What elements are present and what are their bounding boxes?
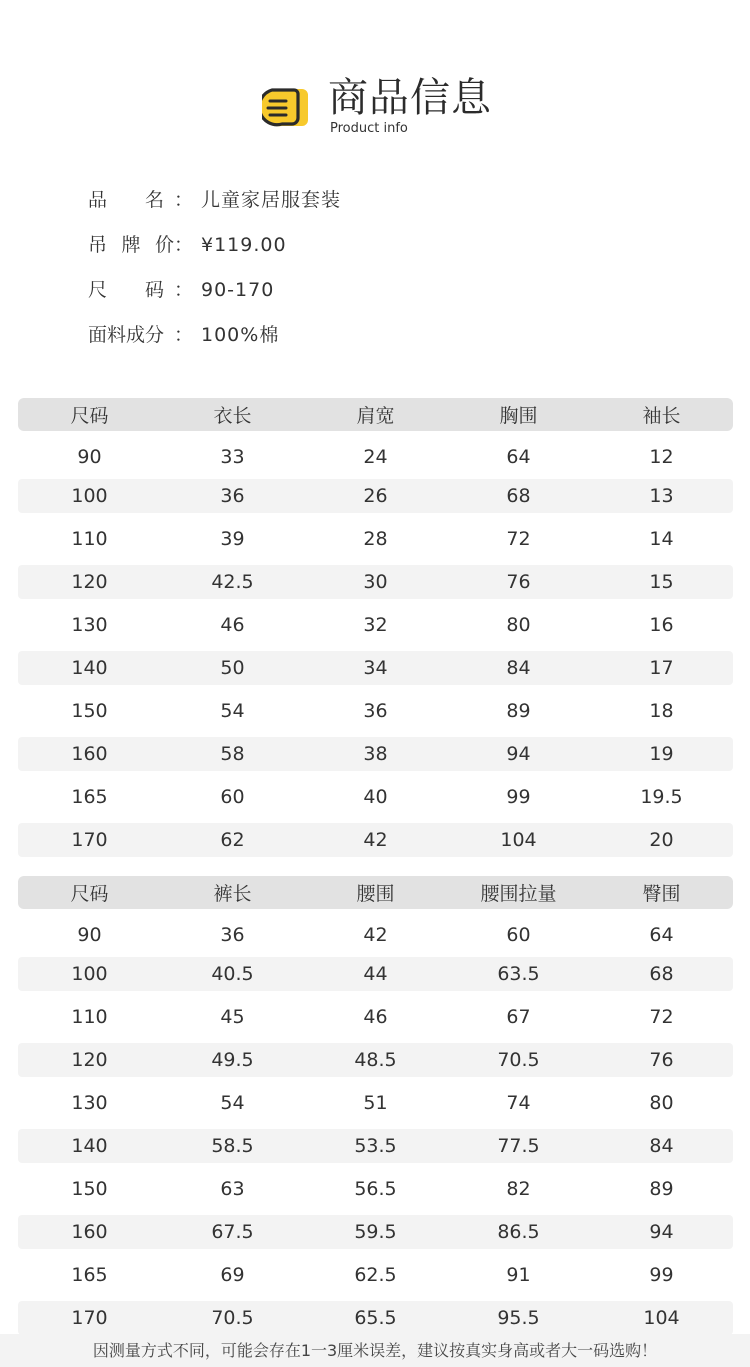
table-cell: 63 bbox=[220, 1178, 245, 1200]
table-row bbox=[18, 685, 733, 737]
table-cell: 72 bbox=[649, 1006, 674, 1028]
table-cell: 40 bbox=[363, 786, 388, 808]
table-row bbox=[18, 479, 733, 513]
column-header: 裤长 bbox=[213, 883, 252, 905]
table-cell: 36 bbox=[220, 923, 245, 946]
table-row bbox=[18, 1301, 733, 1335]
table-row bbox=[18, 1163, 733, 1215]
table-cell: 70.5 bbox=[211, 1307, 254, 1329]
bottom-size-table bbox=[18, 876, 733, 1335]
table-cell: 99 bbox=[506, 786, 531, 808]
table-cell: 51 bbox=[363, 1092, 388, 1114]
table-cell: 17 bbox=[649, 657, 674, 679]
info-value: 儿童家居服套装 bbox=[201, 189, 342, 211]
column-header: 尺码 bbox=[70, 405, 109, 427]
info-colon: ： bbox=[174, 324, 194, 346]
table-cell: 89 bbox=[506, 700, 531, 722]
table-cell: 64 bbox=[506, 445, 531, 468]
table-row bbox=[18, 1129, 733, 1163]
table-cell: 72 bbox=[506, 528, 531, 550]
table-cell: 12 bbox=[649, 445, 674, 468]
table-cell: 86.5 bbox=[497, 1221, 540, 1243]
table-cell: 110 bbox=[71, 528, 108, 550]
table-cell: 130 bbox=[71, 614, 108, 636]
column-header: 肩宽 bbox=[356, 405, 395, 427]
table-row bbox=[18, 431, 733, 479]
table-cell: 28 bbox=[363, 528, 388, 550]
table-cell: 62.5 bbox=[354, 1264, 397, 1286]
table-row bbox=[18, 565, 733, 599]
column-header: 腰围 bbox=[356, 883, 395, 905]
info-label: 尺 码 bbox=[88, 279, 164, 301]
table-cell: 65.5 bbox=[354, 1307, 397, 1329]
column-header: 尺码 bbox=[70, 883, 109, 905]
table-cell: 36 bbox=[220, 485, 245, 507]
table-cell: 104 bbox=[643, 1307, 680, 1329]
table-row bbox=[18, 957, 733, 991]
table-cell: 170 bbox=[71, 829, 108, 851]
table-cell: 77.5 bbox=[497, 1135, 540, 1157]
table-cell: 24 bbox=[363, 445, 388, 468]
table-row bbox=[18, 771, 733, 823]
info-colon: ： bbox=[174, 234, 194, 256]
table-cell: 80 bbox=[649, 1092, 674, 1114]
table-row bbox=[18, 651, 733, 685]
table-cell: 46 bbox=[220, 614, 245, 636]
table-cell: 94 bbox=[506, 743, 531, 765]
table-cell: 20 bbox=[649, 829, 674, 851]
table-cell: 59.5 bbox=[354, 1221, 397, 1243]
table-cell: 62 bbox=[220, 829, 245, 851]
column-header: 衣长 bbox=[213, 405, 252, 427]
table-cell: 160 bbox=[71, 743, 108, 765]
table-cell: 67.5 bbox=[211, 1221, 254, 1243]
table-cell: 30 bbox=[363, 571, 388, 593]
table-cell: 165 bbox=[71, 786, 108, 808]
table-cell: 42 bbox=[363, 829, 388, 851]
table-cell: 67 bbox=[506, 1006, 531, 1028]
table-cell: 14 bbox=[649, 528, 674, 550]
table-row bbox=[18, 991, 733, 1043]
table-cell: 60 bbox=[220, 786, 245, 808]
info-value: 90-170 bbox=[201, 279, 275, 301]
page-subtitle: Product info bbox=[330, 121, 408, 136]
info-colon: ： bbox=[174, 189, 194, 211]
table-cell: 74 bbox=[506, 1092, 531, 1114]
table-cell: 44 bbox=[363, 963, 388, 985]
table-cell: 63.5 bbox=[497, 963, 540, 985]
column-header: 臀围 bbox=[642, 883, 681, 905]
table-cell: 94 bbox=[649, 1221, 674, 1243]
table-cell: 64 bbox=[649, 923, 674, 946]
table-header-row bbox=[18, 876, 733, 909]
table-cell: 32 bbox=[363, 614, 388, 636]
table-cell: 58.5 bbox=[211, 1135, 254, 1157]
table-cell: 42 bbox=[363, 923, 388, 946]
table-cell: 16 bbox=[649, 614, 674, 636]
table-cell: 76 bbox=[506, 571, 531, 593]
table-cell: 120 bbox=[71, 571, 108, 593]
table-cell: 160 bbox=[71, 1221, 108, 1243]
table-cell: 150 bbox=[71, 700, 108, 722]
table-row bbox=[18, 513, 733, 565]
table-cell: 84 bbox=[506, 657, 531, 679]
table-cell: 15 bbox=[649, 571, 674, 593]
info-label: 面 料 成 分 bbox=[88, 324, 165, 346]
table-cell: 48.5 bbox=[354, 1049, 397, 1071]
table-cell: 60 bbox=[506, 923, 531, 946]
table-cell: 99 bbox=[649, 1264, 674, 1286]
table-cell: 19.5 bbox=[640, 786, 683, 808]
table-cell: 165 bbox=[71, 1264, 108, 1286]
column-header: 腰围拉量 bbox=[480, 883, 557, 905]
table-cell: 76 bbox=[649, 1049, 674, 1071]
info-colon: ： bbox=[174, 279, 194, 301]
table-cell: 18 bbox=[649, 700, 674, 722]
table-cell: 54 bbox=[220, 700, 245, 722]
table-cell: 95.5 bbox=[497, 1307, 540, 1329]
page-title: 商品信息 bbox=[328, 75, 492, 121]
table-cell: 69 bbox=[220, 1264, 245, 1286]
section-header bbox=[262, 74, 502, 140]
table-cell: 90 bbox=[77, 445, 102, 468]
table-cell: 70.5 bbox=[497, 1049, 540, 1071]
table-cell: 130 bbox=[71, 1092, 108, 1114]
table-cell: 54 bbox=[220, 1092, 245, 1114]
table-cell: 91 bbox=[506, 1264, 531, 1286]
table-row bbox=[18, 909, 733, 957]
info-value: ¥119.00 bbox=[201, 234, 287, 256]
table-cell: 104 bbox=[500, 829, 537, 851]
table-cell: 36 bbox=[363, 700, 388, 722]
info-value: 100%棉 bbox=[201, 324, 280, 346]
table-cell: 42.5 bbox=[211, 571, 254, 593]
table-cell: 90 bbox=[77, 923, 102, 946]
table-cell: 80 bbox=[506, 614, 531, 636]
table-row bbox=[18, 823, 733, 857]
table-row bbox=[18, 1077, 733, 1129]
table-cell: 45 bbox=[220, 1006, 245, 1028]
table-row bbox=[18, 1043, 733, 1077]
table-cell: 120 bbox=[71, 1049, 108, 1071]
document-list-icon bbox=[262, 84, 312, 130]
table-cell: 82 bbox=[506, 1178, 531, 1200]
table-row bbox=[18, 1249, 733, 1301]
table-cell: 68 bbox=[506, 485, 531, 507]
table-cell: 39 bbox=[220, 528, 245, 550]
table-row bbox=[18, 1215, 733, 1249]
table-cell: 50 bbox=[220, 657, 245, 679]
table-cell: 170 bbox=[71, 1307, 108, 1329]
table-cell: 46 bbox=[363, 1006, 388, 1028]
info-label: 吊 牌 价 bbox=[88, 234, 174, 256]
table-cell: 84 bbox=[649, 1135, 674, 1157]
table-cell: 68 bbox=[649, 963, 674, 985]
table-cell: 38 bbox=[363, 743, 388, 765]
table-cell: 33 bbox=[220, 445, 245, 468]
measurement-note: 因测量方式不同，可能会存在1一3厘米误差，建议按真实身高或者大一码选购！ bbox=[0, 1334, 750, 1367]
table-cell: 26 bbox=[363, 485, 388, 507]
table-cell: 100 bbox=[71, 485, 108, 507]
table-cell: 140 bbox=[71, 657, 108, 679]
column-header: 胸围 bbox=[499, 405, 538, 427]
table-cell: 140 bbox=[71, 1135, 108, 1157]
table-cell: 110 bbox=[71, 1006, 108, 1028]
table-cell: 58 bbox=[220, 743, 245, 765]
table-cell: 53.5 bbox=[354, 1135, 397, 1157]
table-cell: 150 bbox=[71, 1178, 108, 1200]
table-cell: 56.5 bbox=[354, 1178, 397, 1200]
info-label: 品 名 bbox=[88, 189, 164, 211]
table-row bbox=[18, 599, 733, 651]
table-row bbox=[18, 737, 733, 771]
table-cell: 49.5 bbox=[211, 1049, 254, 1071]
table-cell: 89 bbox=[649, 1178, 674, 1200]
column-header: 袖长 bbox=[642, 405, 681, 427]
table-cell: 13 bbox=[649, 485, 674, 507]
table-cell: 19 bbox=[649, 743, 674, 765]
table-cell: 40.5 bbox=[211, 963, 254, 985]
table-cell: 100 bbox=[71, 963, 108, 985]
top-size-table bbox=[18, 398, 733, 857]
table-header-row bbox=[18, 398, 733, 431]
table-cell: 34 bbox=[363, 657, 388, 679]
